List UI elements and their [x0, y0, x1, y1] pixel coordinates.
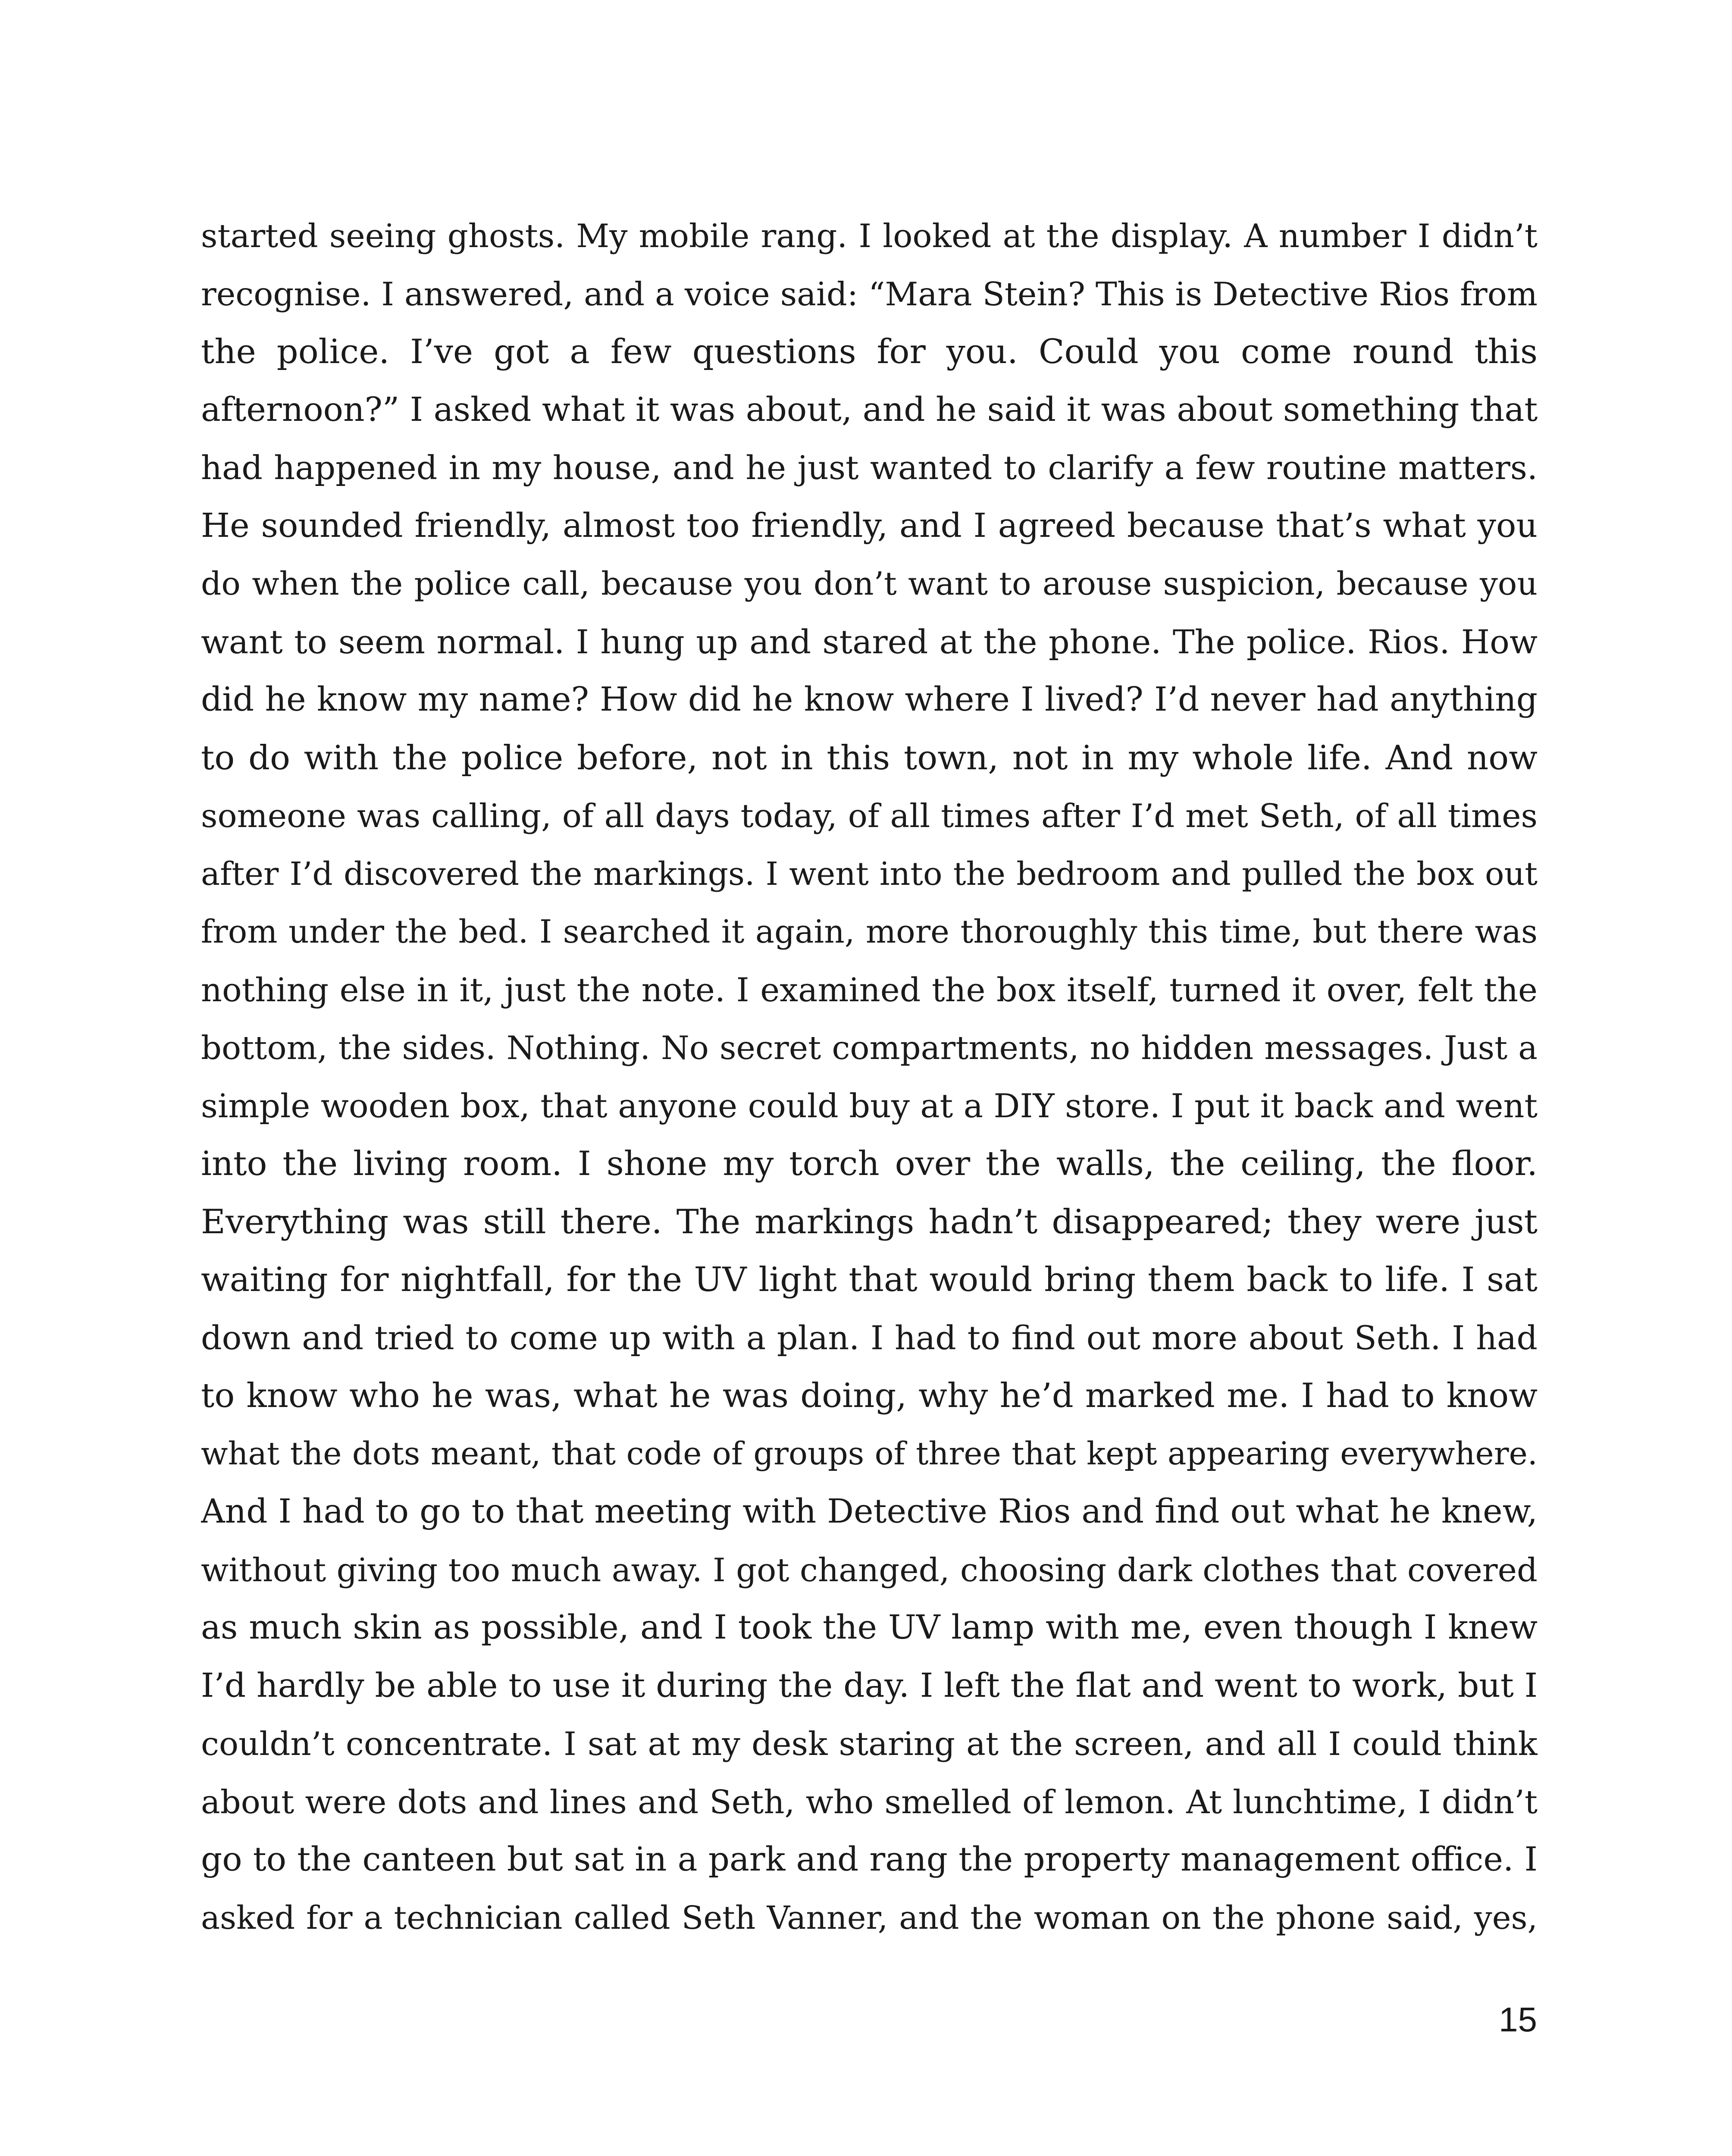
text-line: to do with the police before, not in this town, not in my whole life. And now	[201, 738, 1538, 777]
text-line: into the living room. I shone my torch over the walls, the ceiling, the floor.	[201, 1144, 1538, 1183]
text-line: go to the canteen but sat in a park and rang the property management office. I	[201, 1840, 1538, 1879]
text-line: had happened in my house, and he just wanted to clarify a few routine matters.	[201, 448, 1538, 487]
text-line: Everything was still there. The markings hadn’t disappeared; they were just	[201, 1202, 1538, 1241]
text-line: to know who he was, what he was doing, why he’d marked me. I had to know	[201, 1376, 1538, 1415]
text-line: want to seem normal. I hung up and stared at the phone. The police. Rios. How	[201, 622, 1538, 661]
text-line: started seeing ghosts. My mobile rang. I looked at the display. A number I didn’t	[201, 217, 1538, 255]
page-number: 15	[1499, 2000, 1537, 2039]
text-line: simple wooden box, that anyone could buy at a DIY store. I put it back and went	[201, 1086, 1538, 1125]
text-line: down and tried to come up with a plan. I had to find out more about Seth. I had	[201, 1318, 1538, 1357]
body-paragraph	[201, 207, 1538, 1947]
text-line: about were dots and lines and Seth, who smelled of lemon. At lunchtime, I didn’t	[201, 1783, 1538, 1821]
text-line: did he know my name? How did he know where I lived? I’d never had anything	[201, 680, 1538, 719]
text-line: after I’d discovered the markings. I went into the bedroom and pulled the box out	[201, 855, 1538, 893]
text-line: He sounded friendly, almost too friendly, and I agreed because that’s what you	[201, 506, 1538, 545]
text-line: recognise. I answered, and a voice said: “Mara Stein? This is Detective Rios from	[201, 275, 1538, 313]
text-line: without giving too much away. I got changed, choosing dark clothes that covered	[201, 1551, 1538, 1589]
text-line: nothing else in it, just the note. I examined the box itself, turned it over, felt the	[201, 970, 1538, 1009]
text-line: afternoon?” I asked what it was about, and he said it was about something that	[201, 390, 1538, 429]
text-line: as much skin as possible, and I took the UV lamp with me, even though I knew	[201, 1608, 1538, 1647]
text-line: the police. I’ve got a few questions for you. Could you come round this	[201, 332, 1538, 371]
text-line: someone was calling, of all days today, of all times after I’d met Seth, of all times	[201, 797, 1538, 835]
text-line: I’d hardly be able to use it during the day. I left the flat and went to work, but I	[201, 1666, 1538, 1705]
text-line: what the dots meant, that code of groups of three that kept appearing everywhere.	[201, 1435, 1538, 1472]
text-line: waiting for nightfall, for the UV light that would bring them back to life. I sat	[201, 1260, 1538, 1299]
text-line: couldn’t concentrate. I sat at my desk staring at the screen, and all I could think	[201, 1725, 1538, 1763]
text-line: And I had to go to that meeting with Detective Rios and find out what he knew,	[201, 1492, 1538, 1531]
text-line: do when the police call, because you don’t want to arouse suspicion, because you	[201, 565, 1538, 602]
text-line: from under the bed. I searched it again, more thoroughly this time, but there was	[201, 913, 1538, 950]
text-line: asked for a technician called Seth Vanner, and the woman on the phone said, yes,	[201, 1899, 1538, 1937]
text-line: bottom, the sides. Nothing. No secret compartments, no hidden messages. Just a	[201, 1029, 1538, 1067]
